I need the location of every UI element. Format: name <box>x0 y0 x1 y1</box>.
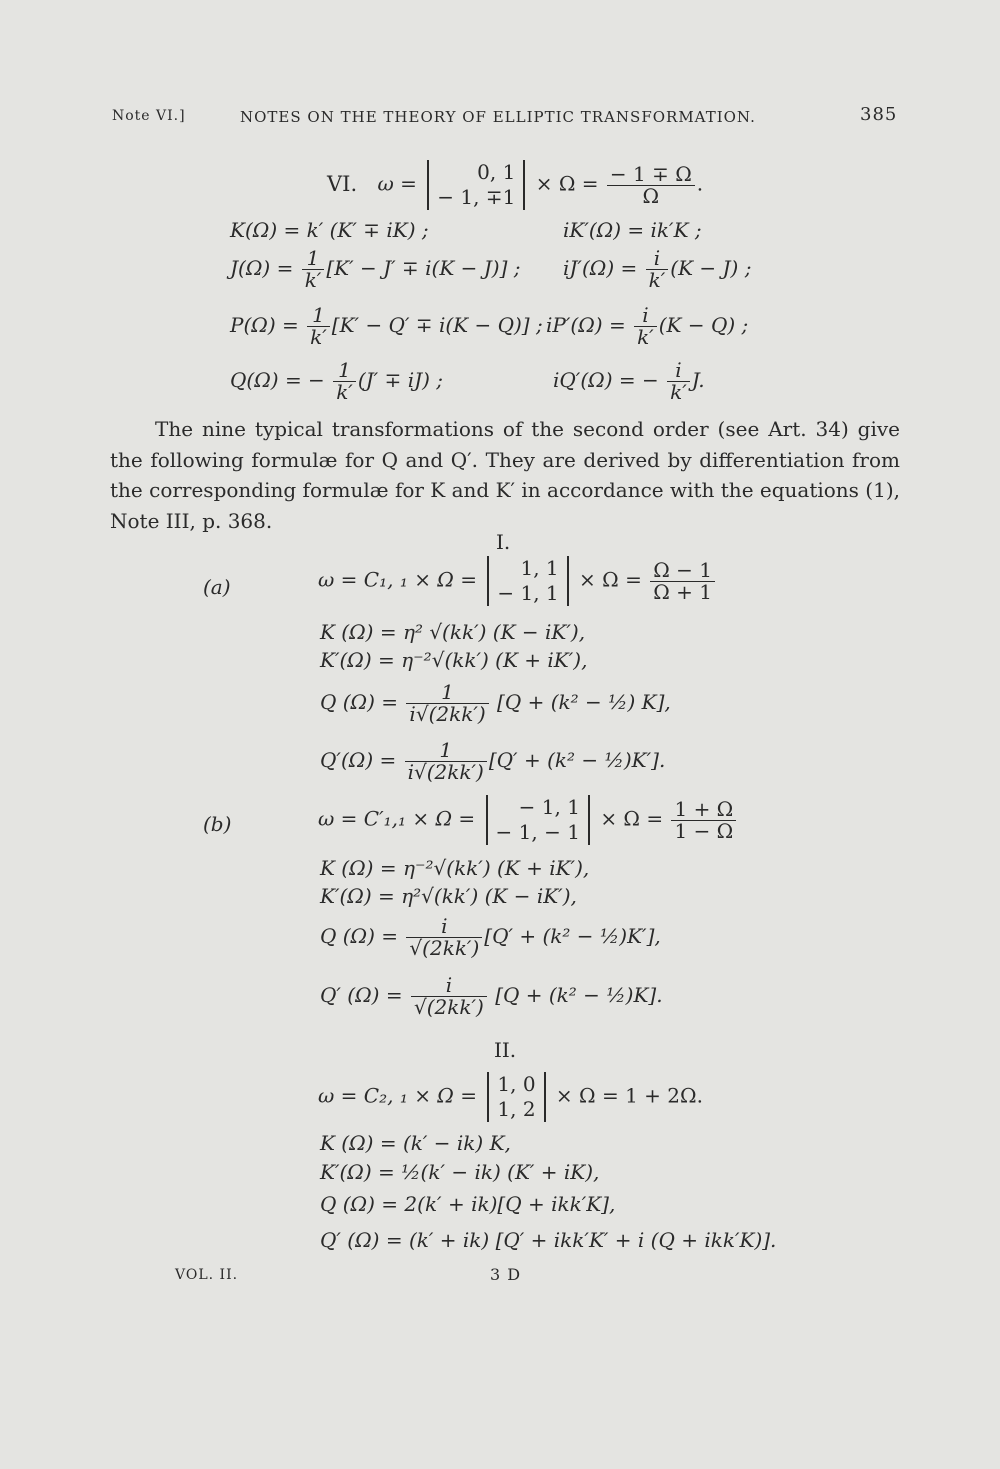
case-a-label: (a) <box>203 575 231 599</box>
section-ii-title: II. <box>494 1038 517 1062</box>
numerator: 1 <box>406 682 488 704</box>
fraction <box>302 248 325 291</box>
page-number: 385 <box>860 104 898 125</box>
times-omega: × Ω = 1 + 2Ω. <box>555 1083 703 1108</box>
eq-iJp-omega <box>563 248 751 291</box>
det-row: − 1, 1 <box>518 795 580 819</box>
eq-a-K: K (Ω) = η² √(kk′) (K − iK′), <box>320 620 586 644</box>
fraction <box>411 975 487 1018</box>
rhs: [K′ − J′ ∓ i(K − J)] ; <box>326 256 521 280</box>
eq-b-Qp <box>320 975 663 1018</box>
lhs: ω = C₁, ₁ × Ω = <box>318 567 478 592</box>
rhs: (K − Q) ; <box>658 313 749 337</box>
eq-a-Qp <box>320 740 665 783</box>
eq-Q-omega <box>230 360 443 403</box>
numerator: i <box>634 305 657 327</box>
denominator: Ω + 1 <box>653 579 712 604</box>
determinant-b <box>486 795 590 845</box>
denominator: k′ <box>304 268 322 292</box>
fraction <box>667 360 690 403</box>
eq-K-omega: K(Ω) = k′ (K′ ∓ iK) ; <box>230 218 429 242</box>
lhs: Q′(Ω) = <box>320 748 397 772</box>
det-row: − 1, 1 <box>497 581 559 605</box>
rhs: J. <box>691 368 705 392</box>
case-b-omega <box>318 795 738 845</box>
lhs: iP′(Ω) = <box>546 313 626 337</box>
case-ii-omega <box>318 1072 703 1122</box>
determinant-vi <box>427 160 525 210</box>
period: . <box>696 171 704 196</box>
eq-ii-Kp: K′(Ω) = ½(k′ − ik) (K′ + iK), <box>320 1160 600 1184</box>
numerator: 1 <box>307 305 330 327</box>
fraction <box>646 248 669 291</box>
running-head-title: NOTES ON THE THEORY OF ELLIPTIC TRANSFORMATION. <box>240 108 756 126</box>
case-a-omega <box>318 556 717 606</box>
eq-P-omega <box>230 305 543 348</box>
eq-a-Q <box>320 682 671 725</box>
fraction <box>671 796 736 843</box>
body-paragraph: The nine typical transformations of the second order (see Art. 34) give the following formulæ for Q and Q′. They are derived by differentiation from the corresponding formulæ for K and K′ in accordance with the equations (1), Note III, p. 368. <box>110 417 900 533</box>
fraction <box>405 740 487 783</box>
eq-b-Q <box>320 916 661 959</box>
determinant-a <box>487 556 568 606</box>
denominator: √(2kk′) <box>413 995 484 1019</box>
eq-iPp-omega <box>546 305 748 348</box>
omega-equals: ω = <box>377 171 417 196</box>
numerator: 1 <box>405 740 487 762</box>
numerator: 1 <box>302 248 325 270</box>
rhs: [Q′ + (k² − ½)K′], <box>484 924 661 948</box>
fraction <box>333 360 356 403</box>
numerator: Ω − 1 <box>650 560 715 582</box>
eq-b-Kp: K′(Ω) = η²√(kk′) (K − iK′), <box>320 884 577 908</box>
lhs: Q(Ω) = − <box>230 368 325 392</box>
denominator: i√(2kk′) <box>407 760 484 784</box>
eq-ii-Q: Q (Ω) = 2(k′ + ik)[Q + ikk′K], <box>320 1192 616 1216</box>
fraction <box>406 916 482 959</box>
footer-signature: 3 D <box>490 1265 522 1284</box>
fraction <box>650 557 715 604</box>
running-head-left: Note VI.] <box>112 108 186 124</box>
case-b-label: (b) <box>203 812 232 836</box>
numerator: i <box>667 360 690 382</box>
numerator: − 1 ∓ Ω <box>607 164 695 186</box>
denominator: √(2kk′) <box>409 936 480 960</box>
lhs: P(Ω) = <box>230 313 299 337</box>
case-vi-omega <box>327 160 703 210</box>
numerator: 1 + Ω <box>671 799 736 821</box>
eq-iQp-omega <box>553 360 705 403</box>
lhs: ω = C₂, ₁ × Ω = <box>318 1083 478 1108</box>
eq-a-Kp: K′(Ω) = η⁻²√(kk′) (K + iK′), <box>320 648 588 672</box>
denominator: k′ <box>310 325 327 349</box>
lhs: ω = C′₁,₁ × Ω = <box>318 806 476 831</box>
numerator: i <box>646 248 669 270</box>
denominator: i√(2kk′) <box>409 702 486 726</box>
fraction <box>607 161 695 208</box>
determinant-ii <box>487 1072 545 1122</box>
det-row: 0, 1 <box>477 160 516 184</box>
times-omega: × Ω = <box>579 567 642 592</box>
times-omega: × Ω = <box>535 171 599 196</box>
rhs: [Q + (k² − ½)K]. <box>495 983 663 1007</box>
denominator: k′ <box>336 380 353 404</box>
lhs: iJ′(Ω) = <box>563 256 638 280</box>
fraction <box>307 305 330 348</box>
eq-iKp-omega: iK′(Ω) = ik′K ; <box>563 218 702 242</box>
denominator: k′ <box>648 268 666 292</box>
eq-ii-K: K (Ω) = (k′ − ik) K, <box>320 1131 511 1155</box>
det-row: 1, 0 <box>497 1072 536 1096</box>
fraction <box>406 682 488 725</box>
rhs: (J′ ∓ iJ) ; <box>357 368 444 392</box>
eq-b-K: K (Ω) = η⁻²√(kk′) (K + iK′), <box>320 856 590 880</box>
lhs: J(Ω) = <box>230 256 294 280</box>
denominator: 1 − Ω <box>674 818 734 843</box>
numerator: i <box>411 975 487 997</box>
lhs: iQ′(Ω) = − <box>553 368 659 392</box>
numerator: 1 <box>333 360 356 382</box>
footer-volume: VOL. II. <box>175 1267 239 1283</box>
lhs: Q (Ω) = <box>320 924 399 948</box>
rhs: (K − J) ; <box>670 256 752 280</box>
det-row: − 1, ∓1 <box>437 185 516 209</box>
rhs: [Q′ + (k² − ½)K′]. <box>488 748 666 772</box>
case-vi-label: VI. <box>327 171 358 196</box>
lhs: Q′ (Ω) = <box>320 983 403 1007</box>
denominator: k′ <box>670 380 687 404</box>
det-row: 1, 2 <box>497 1097 536 1121</box>
numerator: i <box>406 916 482 938</box>
times-omega: × Ω = <box>600 806 664 831</box>
denominator: k′ <box>637 325 654 349</box>
eq-J-omega <box>230 248 520 291</box>
rhs: [K′ − Q′ ∓ i(K − Q)] ; <box>331 313 543 337</box>
rhs: [Q + (k² − ½) K], <box>497 690 671 714</box>
denominator: Ω <box>642 183 660 208</box>
eq-ii-Qp: Q′ (Ω) = (k′ + ik) [Q′ + ikk′K′ + i (Q + ikk′K)]. <box>320 1228 777 1252</box>
section-i-title: I. <box>496 530 511 554</box>
det-row: 1, 1 <box>520 556 559 580</box>
det-row: − 1, − 1 <box>495 820 580 844</box>
lhs: Q (Ω) = <box>320 690 399 714</box>
fraction <box>634 305 657 348</box>
